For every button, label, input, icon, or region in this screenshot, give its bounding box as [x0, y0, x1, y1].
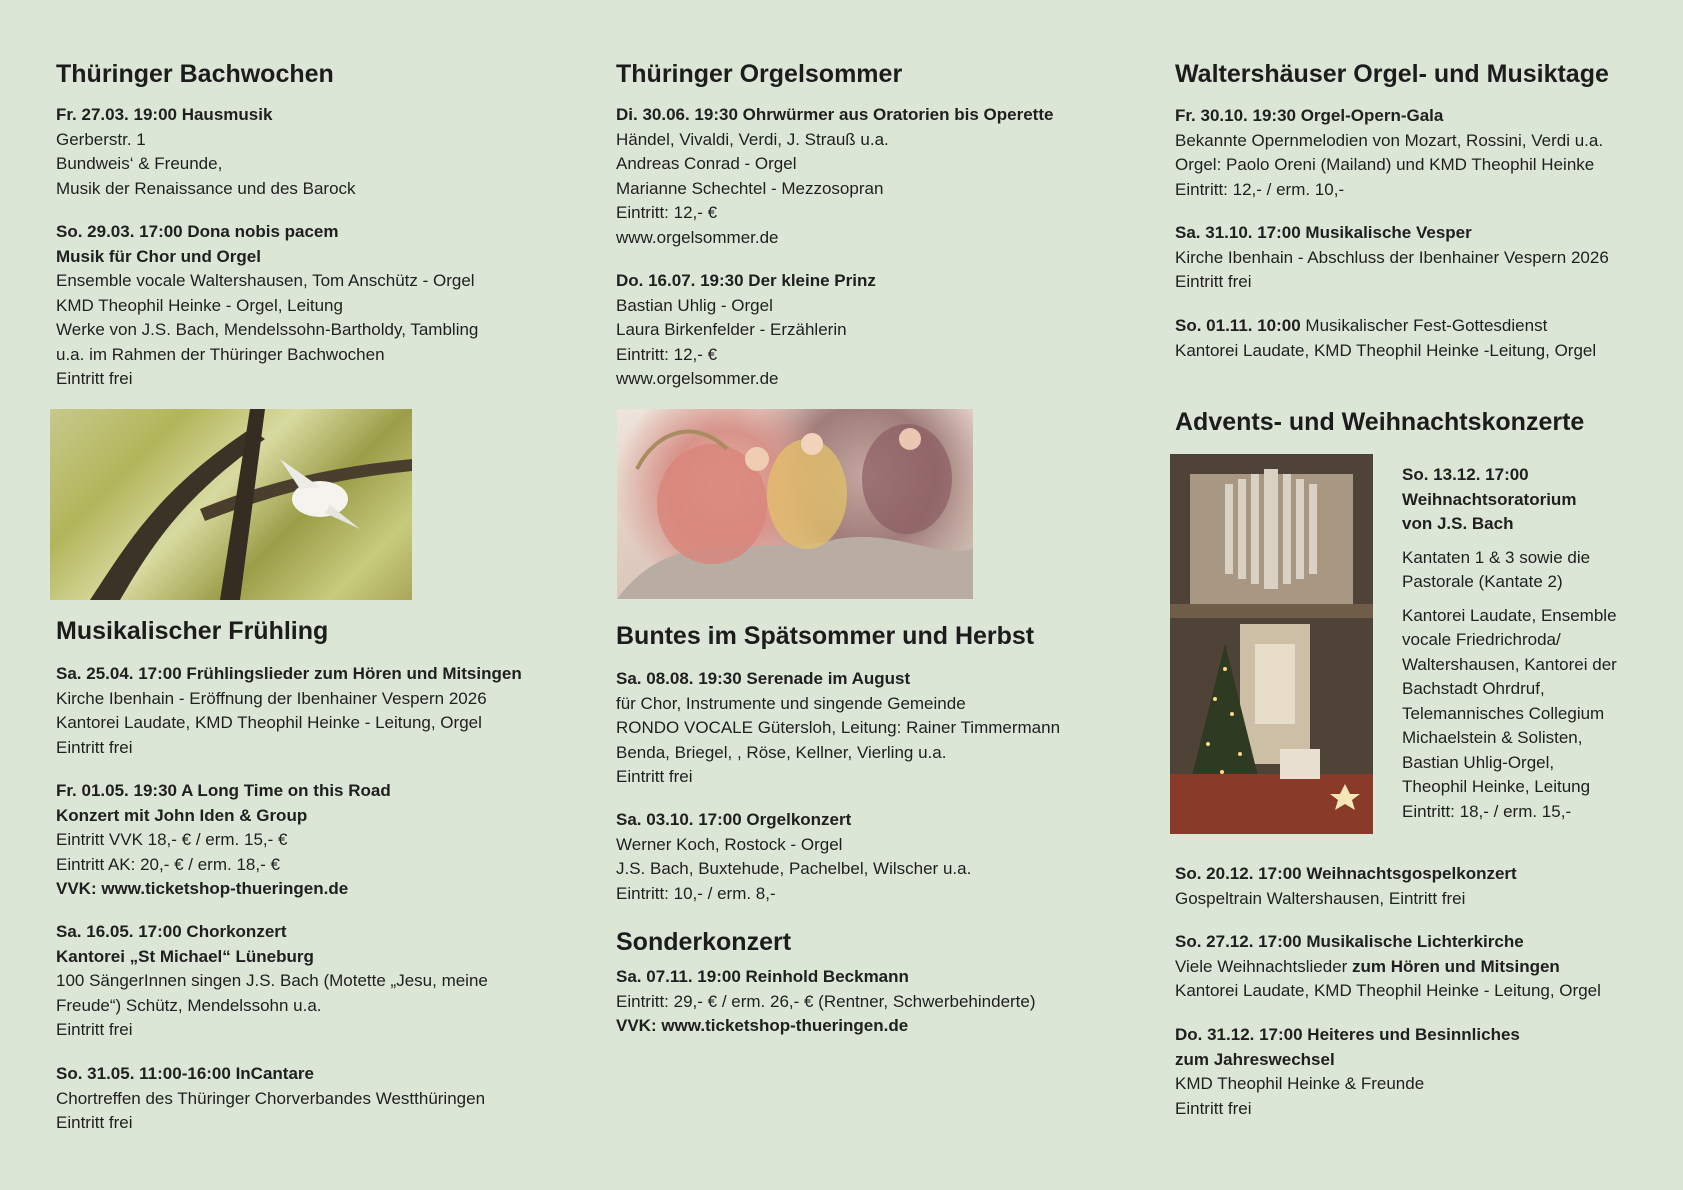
event-line: Andreas Conrad - Orgel: [616, 154, 797, 173]
event-line: Marianne Schechtel - Mezzosopran: [616, 178, 884, 198]
event-line: [1175, 955, 1601, 980]
event-line: Musik der Renaissance und des Barock: [56, 178, 356, 198]
event-line: Eintritt: 12,- €: [616, 344, 718, 364]
event-line: J.S. Bach, Buxtehude, Pachelbel, Wilscher u.a.: [616, 859, 972, 878]
event-heading: Fr. 01.05. 19:30 A Long Time on this Road: [56, 781, 391, 800]
event-line: Eintritt frei: [56, 1113, 133, 1132]
church-organ-photo: [1170, 454, 1373, 834]
event-orgelkonzert: [616, 808, 971, 906]
event-line: Kirche Ibenhain - Eröffnung der Ibenhainer Vespern 2026: [56, 688, 487, 708]
section-title-bachwochen: Thüringer Bachwochen: [56, 60, 334, 88]
event-line: Chortreffen des Thüringer Chorverbandes Westthüringen: [56, 1088, 486, 1108]
event-heading: Do. 31.12. 17:00 Heiteres und Besinnliches: [1175, 1025, 1520, 1044]
event-line: Bastian Uhlig - Orgel: [616, 295, 773, 315]
section-title-sonderkonzert: Sonderkonzert: [616, 928, 792, 956]
event-long-time-road: [56, 779, 391, 902]
ticketshop-link[interactable]: VVK: www.ticketshop-thueringen.de: [56, 879, 349, 898]
event-heading: Sa. 08.08. 19:30 Serenade im August: [616, 669, 911, 688]
ticketshop-link[interactable]: VVK: www.ticketshop-thueringen.de: [616, 1016, 909, 1035]
dove-tree-photo: [50, 409, 412, 600]
event-line: Kirche Ibenhain - Abschluss der Ibenhainer Vespern 2026: [1175, 247, 1609, 267]
event-line: Bekannte Opernmelodien von Mozart, Rossini, Verdi u.a.: [1175, 130, 1604, 150]
event-heading: Weihnachtsoratorium: [1402, 489, 1577, 509]
event-orgel-opern-gala: [1175, 104, 1603, 202]
event-line: Eintritt frei: [56, 1020, 133, 1039]
event-line: Gerberstr. 1: [56, 129, 146, 149]
event-heading: Fr. 30.10. 19:30 Orgel-Opern-Gala: [1175, 106, 1444, 125]
event-line-emphasis: zum Hören und Mitsingen: [1352, 956, 1560, 976]
event-line: Bachstadt Ohrdruf,: [1402, 679, 1545, 698]
event-line: Benda, Briegel, , Röse, Kellner, Vierling u.a.: [616, 742, 947, 762]
event-line: Kantorei Laudate, Ensemble: [1402, 605, 1617, 625]
event-line: Eintritt: 12,- €: [616, 203, 718, 222]
event-heading: von J.S. Bach: [1402, 514, 1514, 533]
event-line-text: Viele Weihnachtslieder: [1175, 956, 1353, 976]
event-subheading: Kantorei „St Michael“ Lüneburg: [56, 946, 314, 966]
event-line: KMD Theophil Heinke & Freunde: [1175, 1074, 1425, 1093]
event-line: Eintritt VVK 18,- € / erm. 15,- €: [56, 830, 288, 849]
event-line: für Chor, Instrumente und singende Gemeinde: [616, 693, 966, 713]
event-fruehlingslieder: [56, 662, 522, 760]
event-reinhold-beckmann: [616, 965, 1036, 1039]
event-lichterkirche: [1175, 930, 1601, 1004]
section-title-weihnachtskonzerte: Advents- und Weihnachtskonzerte: [1175, 408, 1585, 436]
event-heading-date: So. 01.11. 10:00: [1175, 316, 1301, 335]
event-line: Bundweis‘ & Freunde,: [56, 154, 223, 173]
event-subheading: Konzert mit John Iden & Group: [56, 805, 308, 825]
event-chorkonzert: [56, 920, 488, 1043]
event-heading: Fr. 27.03. 19:00 Hausmusik: [56, 105, 273, 124]
event-line: Eintritt: 29,- € / erm. 26,- € (Rentner, Schwerbehinderte): [616, 991, 1036, 1011]
event-gospelkonzert: [1175, 862, 1517, 911]
event-line: 100 SängerInnen singen J.S. Bach (Motette „Jesu, meine: [56, 971, 488, 990]
event-heading: Sa. 31.10. 17:00 Musikalische Vesper: [1175, 223, 1472, 242]
event-line: KMD Theophil Heinke - Orgel, Leitung: [56, 295, 343, 315]
event-heading: So. 31.05. 11:00-16:00 InCantare: [56, 1064, 314, 1083]
event-heading-title: Musikalischer Fest-Gottesdienst: [1300, 316, 1548, 335]
event-line: Eintritt: 12,- / erm. 10,-: [1175, 179, 1345, 199]
event-heading: [1175, 314, 1596, 339]
event-line: Kantorei Laudate, KMD Theophil Heinke - Leitung, Orgel: [1175, 981, 1601, 1000]
section-title-orgel-musiktage: Waltershäuser Orgel- und Musiktage: [1175, 60, 1609, 88]
event-kleiner-prinz: [616, 269, 876, 392]
event-line: Waltershausen, Kantorei der: [1402, 654, 1617, 674]
event-heading: So. 13.12. 17:00: [1402, 465, 1529, 484]
event-line: Werke von J.S. Bach, Mendelssohn-Bartholdy, Tambling: [56, 320, 479, 339]
event-line: Eintritt: 18,- / erm. 15,-: [1402, 801, 1572, 821]
event-line: Eintritt frei: [1175, 272, 1252, 291]
event-line: Telemannisches Collegium: [1402, 703, 1605, 723]
event-line: Gospeltrain Waltershausen, Eintritt frei: [1175, 888, 1466, 908]
event-heading: Sa. 03.10. 17:00 Orgelkonzert: [616, 810, 852, 829]
event-serenade: [616, 667, 1060, 790]
event-line: Theophil Heinke, Leitung: [1402, 777, 1591, 796]
event-dona-nobis-pacem: [56, 220, 478, 392]
event-line: Bastian Uhlig-Orgel,: [1402, 752, 1555, 772]
event-jahreswechsel: [1175, 1023, 1520, 1121]
event-line: Pastorale (Kantate 2): [1402, 572, 1563, 591]
event-line: vocale Friedrichroda/: [1402, 630, 1561, 649]
event-line: Händel, Vivaldi, Verdi, J. Strauß u.a.: [616, 129, 889, 149]
section-title-fruehling: Musikalischer Frühling: [56, 617, 329, 645]
event-line: Laura Birkenfelder - Erzählerin: [616, 320, 847, 339]
event-heading: So. 20.12. 17:00 Weihnachtsgospelkonzert: [1175, 864, 1517, 883]
event-line: Kantorei Laudate, KMD Theophil Heinke - Leitung, Orgel: [56, 713, 482, 732]
orgelsommer-link[interactable]: www.orgelsommer.de: [616, 227, 779, 247]
event-line: Kantaten 1 & 3 sowie die: [1402, 547, 1591, 567]
event-musikalische-vesper: [1175, 221, 1609, 295]
event-line: Ensemble vocale Waltershausen, Tom Anschütz - Orgel: [56, 271, 475, 290]
event-heading: So. 27.12. 17:00 Musikalische Lichterkirche: [1175, 932, 1524, 951]
event-heading: Sa. 25.04. 17:00 Frühlingslieder zum Hören und Mitsingen: [56, 664, 522, 683]
event-line: Eintritt frei: [56, 369, 133, 388]
event-heading: Do. 16.07. 19:30 Der kleine Prinz: [616, 271, 876, 290]
event-incantare: [56, 1062, 485, 1136]
event-line: RONDO VOCALE Gütersloh, Leitung: Rainer Timmermann: [616, 718, 1061, 737]
event-heading: Di. 30.06. 19:30 Ohrwürmer aus Oratorien bis Operette: [616, 105, 1054, 124]
event-line: Eintritt frei: [1175, 1098, 1252, 1118]
section-title-spaetsommer: Buntes im Spätsommer und Herbst: [616, 622, 1035, 650]
event-line: Eintritt frei: [616, 767, 693, 786]
event-line: Orgel: Paolo Oreni (Mailand) und KMD Theophil Heinke: [1175, 155, 1595, 174]
event-subheading: Musik für Chor und Orgel: [56, 246, 261, 266]
event-subheading: zum Jahreswechsel: [1175, 1049, 1335, 1069]
event-heading: Sa. 16.05. 17:00 Chorkonzert: [56, 922, 287, 941]
event-ohrwuermer: [616, 103, 1053, 250]
event-line: Kantorei Laudate, KMD Theophil Heinke -Leitung, Orgel: [1175, 340, 1597, 360]
event-line: Werner Koch, Rostock - Orgel: [616, 834, 843, 854]
event-line: Freude“) Schütz, Mendelssohn u.a.: [56, 995, 322, 1015]
event-line: Eintritt AK: 20,- € / erm. 18,- €: [56, 854, 280, 874]
event-line: Eintritt frei: [56, 737, 133, 757]
event-fest-gottesdienst: [1175, 314, 1596, 363]
event-line: Michaelstein & Solisten,: [1402, 728, 1583, 747]
event-heading: So. 29.03. 17:00 Dona nobis pacem: [56, 222, 339, 241]
event-hausmusik: [56, 103, 356, 201]
event-weihnachtsoratorium: [1402, 463, 1617, 824]
event-heading: Sa. 07.11. 19:00 Reinhold Beckmann: [616, 967, 909, 986]
orgelsommer-link[interactable]: www.orgelsommer.de: [616, 369, 779, 388]
angels-fresco-photo: [617, 409, 973, 599]
section-title-orgelsommer: Thüringer Orgelsommer: [616, 60, 903, 88]
event-line: u.a. im Rahmen der Thüringer Bachwochen: [56, 344, 385, 364]
event-line: Eintritt: 10,- / erm. 8,-: [616, 883, 776, 903]
